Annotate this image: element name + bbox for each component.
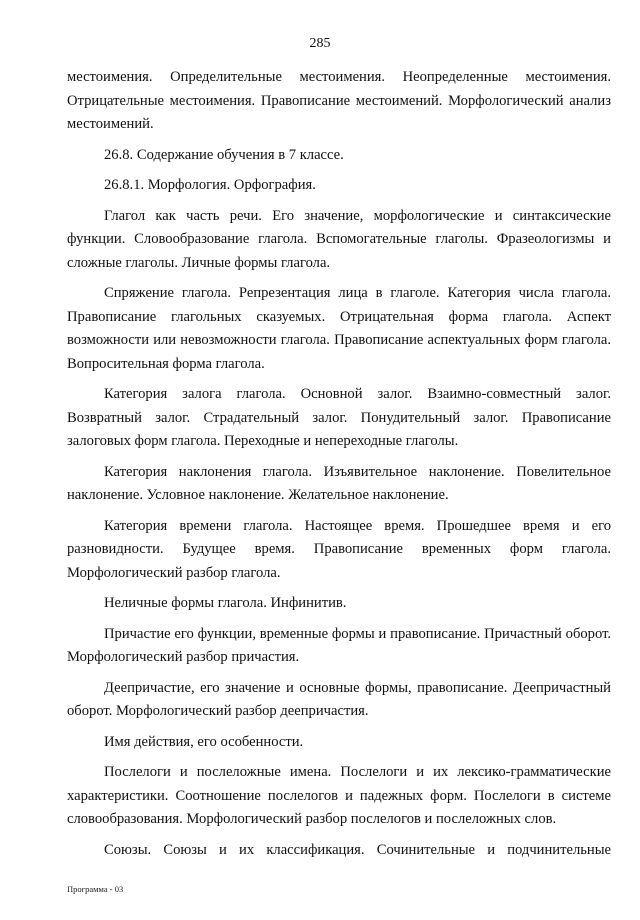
page-number: 285 [309,36,331,51]
section-heading-7th-grade: 26.8. Содержание обучения в 7 классе. [104,146,344,163]
page-body [67,66,611,869]
paragraph-tense: Категория времени глагола. Настоящее время. Прошедшее время и его разновидности. Будущее время. Правописание временных форм глагола. Морфологический разбор глагола. [67,517,611,581]
paragraph-mood: Категория наклонения глагола. Изъявительное наклонение. Повелительное наклонение. Условное наклонение. Желательное наклонение. [67,463,611,503]
footer-label: Программа - 03 [67,884,124,894]
paragraph-verb: Глагол как часть речи. Его значение, морфологические и синтаксические функции. Словообразование глагола. Вспомогательные глаголы. Фразеологизмы и сложные глаголы. Личные формы глагола. [67,207,611,271]
paragraph-action-noun: Имя действия, его особенности. [104,733,304,750]
paragraph-voice: Категория залога глагола. Основной залог. Взаимно-совместный залог. Возвратный залог. Страдательный залог. Понудительный залог. Правописание залоговых форм глагола. Переходные и непереходные глаголы. [67,386,611,449]
paragraph-conjugation: Спряжение глагола. Репрезентация лица в глаголе. Категория числа глагола. Правописание глагольных сказуемых. Отрицательная форма глагола. Аспект возможности или невозможности глагола. Правописание аспектуальных форм глагола. Вопросительная форма глагола. [67,285,611,372]
paragraph-gerund: Деепричастие, его значение и основные формы, правописание. Деепричастный оборот. Морфологический разбор деепричастия. [67,679,611,719]
paragraph-nonfinite: Неличные формы глагола. Инфинитив. [104,595,347,611]
paragraph-postpositions: Послелоги и послеложные имена. Послелоги и их лексико-грамматические характеристики. Соотношение послелогов и падежных форм. Послелоги в системе словообразования. Морфологический разбор послелогов и послеложных слов. [67,764,611,827]
paragraph-pronouns-continued: местоимения. Определительные местоимения. Неопределенные местоимения. Отрицательные местоимения. Правописание местоимений. Морфологический анализ местоимений. [67,69,611,132]
paragraph-participle: Причастие его функции, временные формы и правописание. Причастный оборот. Морфологический разбор причастия. [67,625,611,665]
subsection-heading-morphology: 26.8.1. Морфология. Орфография. [104,177,316,193]
paragraph-conjunctions: Союзы. Союзы и их классификация. Сочинительные и подчинительные [104,841,611,858]
